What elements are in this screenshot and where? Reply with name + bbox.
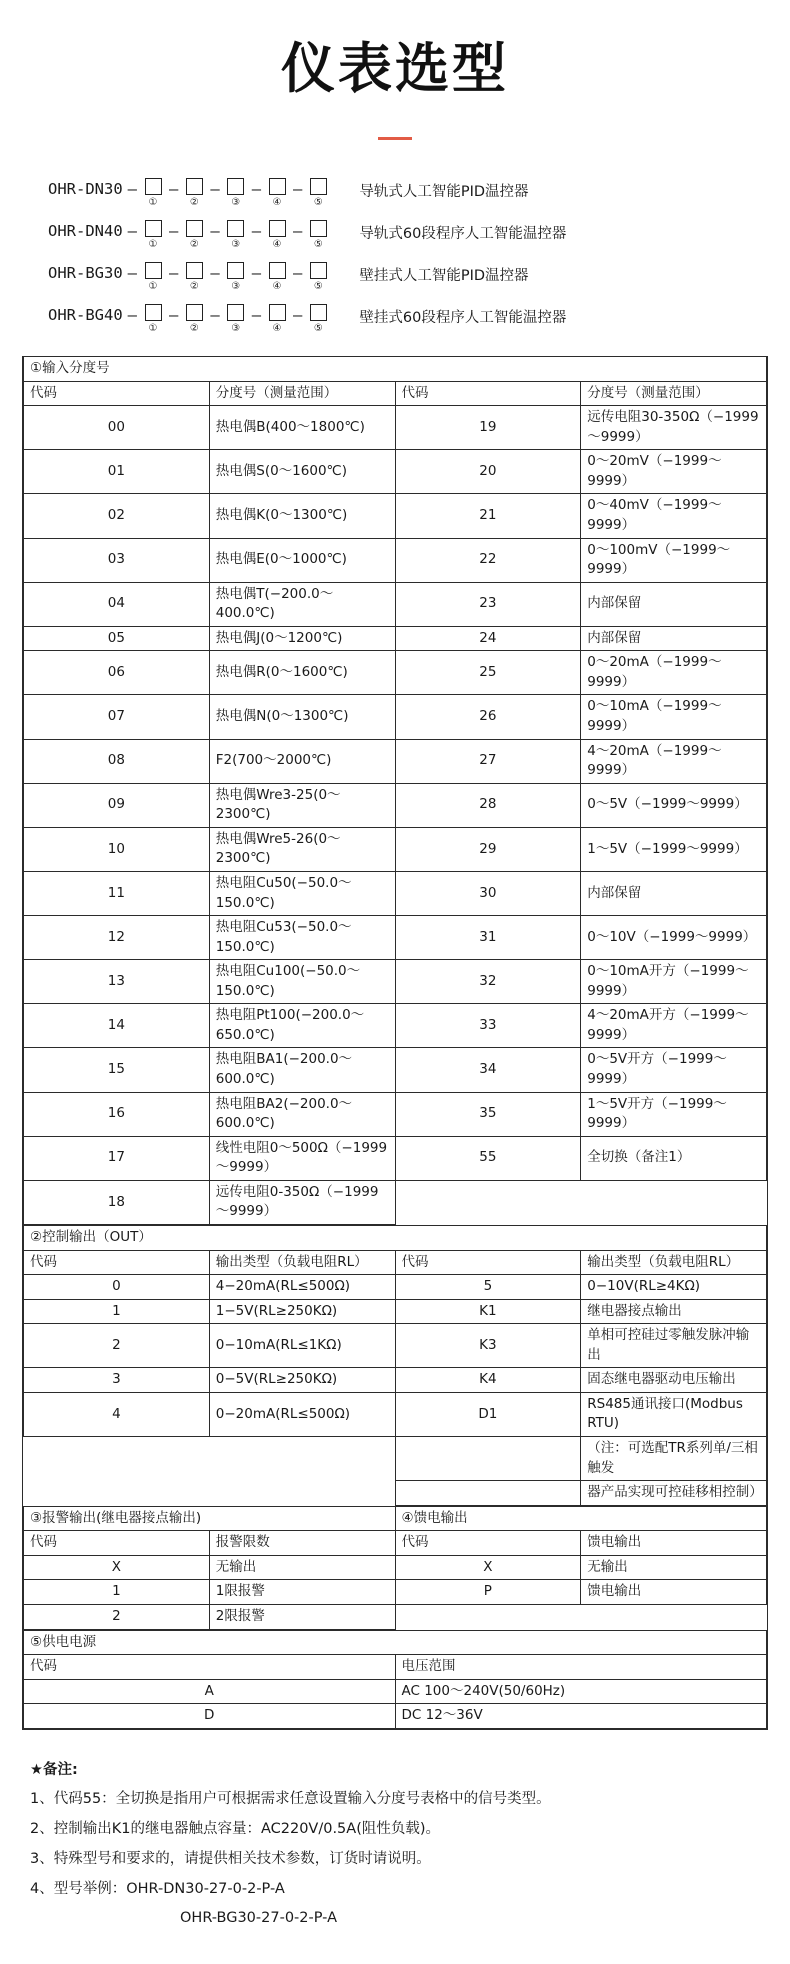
model-box-4[interactable] (264, 220, 290, 250)
model-box-4[interactable] (264, 262, 290, 292)
cell-code: 32 (395, 960, 581, 1004)
table-header-row (24, 1531, 767, 1556)
cell-code: 33 (395, 1004, 581, 1048)
header-code-feed: 代码 (395, 1531, 581, 1556)
box-index-label: ④ (272, 239, 282, 250)
dash-separator: – (169, 264, 179, 282)
dash-separator: – (251, 180, 262, 198)
cell-name: 热电阻Cu50(−50.0～150.0℃) (209, 871, 395, 915)
table-row (24, 739, 767, 783)
square-box[interactable] (227, 262, 244, 279)
section-heading-input: ①输入分度号 (24, 357, 767, 381)
square-box[interactable] (145, 262, 162, 279)
notes-title: ★备注: (30, 1761, 78, 1778)
cell-code: 25 (395, 651, 581, 695)
cell-name: 热电偶N(0～1300℃) (209, 695, 395, 739)
cell-name: 0−5V(RL≥250KΩ) (209, 1368, 395, 1393)
cell-empty (24, 1481, 210, 1506)
cell-code: K4 (395, 1368, 581, 1393)
table-row (24, 1679, 767, 1704)
cell-code (395, 1481, 581, 1506)
cell-code: 13 (24, 960, 210, 1004)
cell-name: 远传电阻0-350Ω（−1999～9999） (209, 1180, 395, 1224)
box-index-label: ④ (272, 281, 282, 292)
table-row (24, 1275, 767, 1300)
cell-name: 0～20mA（−1999～9999） (581, 651, 767, 695)
cell-code: 05 (24, 626, 210, 651)
dash-separator: – (210, 180, 220, 198)
model-box-4[interactable] (264, 304, 290, 334)
cell-name: 0～10mA（−1999～9999） (581, 695, 767, 739)
cell-code: 0 (24, 1275, 210, 1300)
cell-name: 热电偶Wre3-25(0～2300℃) (209, 783, 395, 827)
cell-code: 1 (24, 1580, 210, 1605)
model-selector-list (0, 178, 790, 334)
model-box-5[interactable] (305, 262, 331, 292)
dash-separator: – (251, 222, 262, 240)
cell-code: D (24, 1704, 396, 1729)
box-index-label: ② (189, 197, 199, 208)
cell-code: 15 (24, 1048, 210, 1092)
cell-name: 4−20mA(RL≤500Ω) (209, 1275, 395, 1300)
table-row (24, 1704, 767, 1729)
model-row (48, 178, 790, 208)
cell-code: 16 (24, 1092, 210, 1136)
header-code-alarm: 代码 (24, 1531, 210, 1556)
square-box[interactable] (227, 220, 244, 237)
cell-code: 1 (24, 1299, 210, 1324)
cell-empty (24, 1437, 210, 1481)
square-box[interactable] (186, 178, 203, 195)
dash-separator: – (127, 222, 137, 240)
cell-name: 0～20mV（−1999～9999） (581, 450, 767, 494)
table-row (24, 1048, 767, 1092)
box-index-label: ② (189, 323, 199, 334)
cell-name: 0～40mV（−1999～9999） (581, 494, 767, 538)
cell-name: 继电器接点输出 (581, 1299, 767, 1324)
square-box[interactable] (269, 304, 286, 321)
cell-name: 远传电阻30-350Ω（−1999～9999） (581, 406, 767, 450)
square-box[interactable] (227, 304, 244, 321)
cell-empty (209, 1481, 395, 1506)
table-row (24, 916, 767, 960)
section-heading-row (24, 1225, 767, 1250)
dash-separator: – (293, 264, 303, 282)
model-box-1[interactable] (140, 262, 166, 292)
notes-block (30, 1756, 760, 1934)
table-row (24, 783, 767, 827)
cell-name: 0−10mA(RL≤1KΩ) (209, 1324, 395, 1368)
square-box[interactable] (310, 262, 327, 279)
cell-name: 热电偶E(0～1000℃) (209, 538, 395, 582)
cell-name: 热电阻BA2(−200.0～600.0℃) (209, 1092, 395, 1136)
cell-empty (581, 1180, 767, 1224)
model-row (48, 262, 790, 292)
header-code-right: 代码 (395, 381, 581, 406)
model-box-2[interactable] (181, 178, 207, 208)
square-box[interactable] (310, 220, 327, 237)
cell-name: 0−10V(RL≥4KΩ) (581, 1275, 767, 1300)
box-index-label: ③ (231, 323, 241, 334)
cell-name: 热电阻BA1(−200.0～600.0℃) (209, 1048, 395, 1092)
box-index-label: ① (148, 281, 158, 292)
dash-separator: – (293, 180, 303, 198)
note-example-2: OHR-BG30-27-0-2-P-A (180, 1910, 337, 1927)
cell-code: X (24, 1555, 210, 1580)
dash-separator: – (210, 264, 220, 282)
cell-name: （注：可选配TR系列单/三相触发 (581, 1437, 767, 1481)
cell-name: F2(700～2000℃) (209, 739, 395, 783)
dash-separator: – (293, 306, 303, 324)
section-heading-power: ⑤供电电源 (24, 1630, 767, 1655)
square-box[interactable] (269, 220, 286, 237)
cell-name: 热电阻Pt100(−200.0～650.0℃) (209, 1004, 395, 1048)
square-box[interactable] (227, 178, 244, 195)
model-box-5[interactable] (305, 178, 331, 208)
table-row (24, 1324, 767, 1368)
square-box[interactable] (145, 304, 162, 321)
section-heading-row (24, 1506, 767, 1531)
cell-code: 26 (395, 695, 581, 739)
table-row (24, 1437, 767, 1481)
table-row (24, 1092, 767, 1136)
header-code-right: 代码 (395, 1250, 581, 1275)
cell-name: 热电偶K(0～1300℃) (209, 494, 395, 538)
model-row (48, 220, 790, 250)
model-box-4[interactable] (264, 178, 290, 208)
header-name-feed: 馈电输出 (581, 1531, 767, 1556)
model-box-group (125, 178, 332, 208)
dash-separator: – (210, 222, 220, 240)
cell-name: 热电阻Cu53(−50.0～150.0℃) (209, 916, 395, 960)
note-item-4: 4、型号举例：OHR-DN30-27-0-2-P-A (30, 1880, 285, 1897)
cell-name: 器产品实现可控硅移相控制） (581, 1481, 767, 1506)
square-box[interactable] (186, 262, 203, 279)
cell-code: 2 (24, 1324, 210, 1368)
cell-name: 单相可控硅过零触发脉冲输出 (581, 1324, 767, 1368)
header-name-alarm: 报警限数 (209, 1531, 395, 1556)
model-box-group (125, 220, 332, 250)
dash-separator: – (293, 222, 303, 240)
table-power-supply (23, 1630, 767, 1729)
dash-separator: – (127, 306, 137, 324)
cell-code: 03 (24, 538, 210, 582)
cell-code: 01 (24, 450, 210, 494)
box-index-label: ③ (231, 281, 241, 292)
section-heading-output: ②控制输出（OUT） (24, 1225, 767, 1250)
cell-name: 线性电阻0～500Ω（−1999～9999） (209, 1136, 395, 1180)
table-row (24, 1604, 767, 1629)
cell-code: 12 (24, 916, 210, 960)
model-box-3[interactable] (223, 262, 249, 292)
model-row (48, 304, 790, 334)
cell-name: 热电偶J(0～1200℃) (209, 626, 395, 651)
dash-separator: – (127, 264, 137, 282)
cell-code: K3 (395, 1324, 581, 1368)
header-code-power: 代码 (24, 1655, 396, 1680)
title-divider (378, 137, 412, 140)
cell-code: 07 (24, 695, 210, 739)
cell-name: 固态继电器驱动电压输出 (581, 1368, 767, 1393)
box-index-label: ③ (231, 239, 241, 250)
cell-code: 34 (395, 1048, 581, 1092)
table-header-row (24, 1250, 767, 1275)
box-index-label: ⑤ (313, 323, 323, 334)
table-row (24, 871, 767, 915)
cell-name: 热电偶T(−200.0～400.0℃) (209, 582, 395, 626)
cell-code: A (24, 1679, 396, 1704)
cell-name: AC 100～240V(50/60Hz) (395, 1679, 767, 1704)
cell-code: 21 (395, 494, 581, 538)
cell-code: 24 (395, 626, 581, 651)
table-row (24, 1580, 767, 1605)
box-index-label: ⑤ (313, 239, 323, 250)
cell-code: 04 (24, 582, 210, 626)
table-header-row (24, 381, 767, 406)
model-box-3[interactable] (223, 178, 249, 208)
model-box-1[interactable] (140, 304, 166, 334)
square-box[interactable] (310, 304, 327, 321)
table-row (24, 1136, 767, 1180)
cell-code (395, 1437, 581, 1481)
table-row (24, 1555, 767, 1580)
square-box[interactable] (269, 178, 286, 195)
model-description: 壁挂式人工智能PID温控器 (359, 268, 529, 284)
table-row (24, 1481, 767, 1506)
cell-name: 0～5V开方（−1999～9999） (581, 1048, 767, 1092)
table-input (23, 357, 767, 1225)
table-row (24, 626, 767, 651)
cell-code: 31 (395, 916, 581, 960)
cell-code: 18 (24, 1180, 210, 1224)
box-index-label: ① (148, 197, 158, 208)
box-index-label: ② (189, 281, 199, 292)
dash-separator: – (251, 306, 262, 324)
square-box[interactable] (186, 304, 203, 321)
model-box-group (125, 262, 332, 292)
cell-name: 热电偶B(400～1800℃) (209, 406, 395, 450)
cell-name: DC 12～36V (395, 1704, 767, 1729)
dash-separator: – (169, 180, 179, 198)
cell-name: 热电阻Cu100(−50.0～150.0℃) (209, 960, 395, 1004)
cell-name: 0～10mA开方（−1999～9999） (581, 960, 767, 1004)
cell-name: 馈电输出 (581, 1580, 767, 1605)
model-box-1[interactable] (140, 220, 166, 250)
cell-code: 29 (395, 827, 581, 871)
cell-code: 08 (24, 739, 210, 783)
page-title: 仪表选型 (281, 37, 509, 100)
cell-code: X (395, 1555, 581, 1580)
table-row (24, 1368, 767, 1393)
cell-code: K1 (395, 1299, 581, 1324)
table-alarm-feed (23, 1506, 767, 1630)
cell-name: 热电偶R(0～1600℃) (209, 651, 395, 695)
cell-name: 内部保留 (581, 582, 767, 626)
header-name-right: 分度号（测量范围） (581, 381, 767, 406)
dash-separator: – (127, 180, 137, 198)
table-row (24, 1392, 767, 1436)
cell-name: 0～5V（−1999～9999） (581, 783, 767, 827)
model-code: OHR-DN40 (48, 222, 123, 240)
table-row (24, 1299, 767, 1324)
cell-code: 11 (24, 871, 210, 915)
specification-tables (22, 356, 768, 1730)
table-row (24, 406, 767, 450)
section-heading-row (24, 1630, 767, 1655)
square-box[interactable] (145, 220, 162, 237)
cell-code: 23 (395, 582, 581, 626)
note-item-3: 3、特殊型号和要求的，请提供相关技术参数，订货时请说明。 (30, 1850, 431, 1867)
cell-code: 28 (395, 783, 581, 827)
square-box[interactable] (269, 262, 286, 279)
section-heading-row (24, 357, 767, 381)
table-row (24, 494, 767, 538)
box-index-label: ⑤ (313, 197, 323, 208)
model-code: OHR-BG40 (48, 306, 123, 324)
model-description: 壁挂式60段程序人工智能温控器 (359, 310, 567, 326)
cell-name: 0−20mA(RL≤500Ω) (209, 1392, 395, 1436)
cell-name: 1～5V开方（−1999～9999） (581, 1092, 767, 1136)
section-heading-feed: ④馈电输出 (395, 1506, 767, 1531)
cell-empty (395, 1180, 581, 1224)
cell-code: 2 (24, 1604, 210, 1629)
cell-code: 27 (395, 739, 581, 783)
cell-name: RS485通讯接口(Modbus RTU) (581, 1392, 767, 1436)
table-row (24, 450, 767, 494)
box-index-label: ⑤ (313, 281, 323, 292)
model-box-5[interactable] (305, 220, 331, 250)
model-description: 导轨式人工智能PID温控器 (359, 184, 529, 200)
table-header-row (24, 1655, 767, 1680)
box-index-label: ② (189, 239, 199, 250)
header-code-left: 代码 (24, 1250, 210, 1275)
cell-code: 09 (24, 783, 210, 827)
cell-name: 内部保留 (581, 626, 767, 651)
header-name-power: 电压范围 (395, 1655, 767, 1680)
model-box-2[interactable] (181, 220, 207, 250)
model-box-1[interactable] (140, 178, 166, 208)
cell-name: 1限报警 (209, 1580, 395, 1605)
cell-name: 1～5V（−1999～9999） (581, 827, 767, 871)
box-index-label: ④ (272, 197, 282, 208)
dash-separator: – (210, 306, 220, 324)
cell-name: 全切换（备注1） (581, 1136, 767, 1180)
cell-code: 22 (395, 538, 581, 582)
cell-code: 17 (24, 1136, 210, 1180)
table-row (24, 695, 767, 739)
model-code: OHR-BG30 (48, 264, 123, 282)
cell-name: 1−5V(RL≥250KΩ) (209, 1299, 395, 1324)
cell-empty (209, 1437, 395, 1481)
cell-name: 热电偶S(0～1600℃) (209, 450, 395, 494)
table-row (24, 651, 767, 695)
cell-name: 0～100mV（−1999～9999） (581, 538, 767, 582)
cell-code: 00 (24, 406, 210, 450)
cell-name: 4～20mA（−1999～9999） (581, 739, 767, 783)
square-box[interactable] (145, 178, 162, 195)
cell-code: 10 (24, 827, 210, 871)
cell-name: 0～10V（−1999～9999） (581, 916, 767, 960)
box-index-label: ① (148, 239, 158, 250)
header-code-left: 代码 (24, 381, 210, 406)
table-row (24, 1004, 767, 1048)
box-index-label: ③ (231, 197, 241, 208)
header-name-left: 输出类型（负载电阻RL） (209, 1250, 395, 1275)
table-row (24, 1180, 767, 1224)
cell-name: 热电偶Wre5-26(0～2300℃) (209, 827, 395, 871)
cell-code: 4 (24, 1392, 210, 1436)
cell-code: P (395, 1580, 581, 1605)
cell-name: 无输出 (209, 1555, 395, 1580)
cell-name: 4～20mA开方（−1999～9999） (581, 1004, 767, 1048)
cell-code: 3 (24, 1368, 210, 1393)
cell-name: 无输出 (581, 1555, 767, 1580)
note-item-2: 2、控制输出K1的继电器触点容量：AC220V/0.5A(阻性负载)。 (30, 1821, 441, 1838)
cell-code: D1 (395, 1392, 581, 1436)
table-row (24, 827, 767, 871)
table-row (24, 538, 767, 582)
cell-code: 02 (24, 494, 210, 538)
cell-code: 14 (24, 1004, 210, 1048)
table-row (24, 960, 767, 1004)
box-index-label: ④ (272, 323, 282, 334)
model-code: OHR-DN30 (48, 180, 123, 198)
table-row (24, 582, 767, 626)
header-name-right: 输出类型（负载电阻RL） (581, 1250, 767, 1275)
dash-separator: – (169, 222, 179, 240)
square-box[interactable] (310, 178, 327, 195)
cell-code: 19 (395, 406, 581, 450)
square-box[interactable] (186, 220, 203, 237)
model-box-2[interactable] (181, 262, 207, 292)
cell-name: 内部保留 (581, 871, 767, 915)
section-heading-alarm: ③报警输出(继电器接点输出) (24, 1506, 396, 1531)
table-control-output (23, 1225, 767, 1506)
cell-code: 06 (24, 651, 210, 695)
cell-empty (581, 1604, 767, 1629)
dash-separator: – (251, 264, 262, 282)
model-box-3[interactable] (223, 220, 249, 250)
model-box-2[interactable] (181, 304, 207, 334)
note-item-1: 1、代码55：全切换是指用户可根据需求任意设置输入分度号表格中的信号类型。 (30, 1791, 551, 1808)
cell-code: 35 (395, 1092, 581, 1136)
model-description: 导轨式60段程序人工智能温控器 (359, 226, 567, 242)
box-index-label: ① (148, 323, 158, 334)
cell-code: 5 (395, 1275, 581, 1300)
model-box-3[interactable] (223, 304, 249, 334)
cell-name: 2限报警 (209, 1604, 395, 1629)
cell-code: 20 (395, 450, 581, 494)
cell-empty (395, 1604, 581, 1629)
cell-code: 55 (395, 1136, 581, 1180)
model-box-group (125, 304, 332, 334)
dash-separator: – (169, 306, 179, 324)
header-name-left: 分度号（测量范围） (209, 381, 395, 406)
cell-code: 30 (395, 871, 581, 915)
model-box-5[interactable] (305, 304, 331, 334)
